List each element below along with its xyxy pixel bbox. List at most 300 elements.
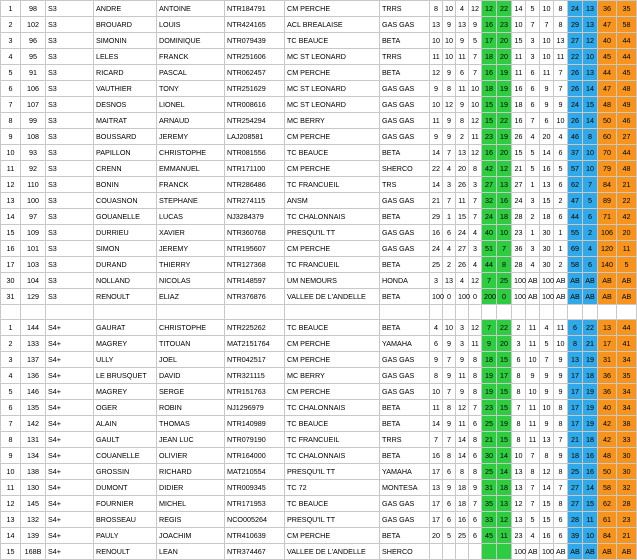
cell-bib: 98 xyxy=(21,1,46,17)
cell-rank: 5 xyxy=(1,384,21,400)
cell-lap3-points: 13 xyxy=(512,464,526,480)
cell-laps34-zeros: 6 xyxy=(583,209,598,225)
cell-lap2-points: 11 xyxy=(456,193,469,209)
cell-laps12-zeros xyxy=(497,544,512,560)
cell-laps12-total: 200 xyxy=(482,289,497,305)
cell-bib: 146 xyxy=(21,384,46,400)
cell-grand-zeros: AB xyxy=(617,289,637,305)
cell-lap4-zeros: 5 xyxy=(554,161,568,177)
cell-laps34-total: 24 xyxy=(568,97,583,113)
cell-lap1-points: 11 xyxy=(430,400,443,416)
cell-laps34-zeros xyxy=(583,305,598,320)
cell-laps34-zeros: 13 xyxy=(583,17,598,33)
cell-laps12-zeros: 18 xyxy=(497,209,512,225)
cell-laps12-total: 16 xyxy=(482,17,497,33)
cell-first-name: NICOLAS xyxy=(157,273,225,289)
cell-category: S4+ xyxy=(46,464,94,480)
cell-brand: GAS GAS xyxy=(380,384,430,400)
cell-first-name: LEAN xyxy=(157,544,225,560)
cell-club: ACL BREALAISE xyxy=(285,17,380,33)
cell-lap1-zeros: 9 xyxy=(443,336,456,352)
cell-brand: GAS GAS xyxy=(380,512,430,528)
cell-license: NTR171100 xyxy=(225,161,285,177)
cell-rank: 11 xyxy=(1,480,21,496)
cell-lap3-zeros: 3 xyxy=(526,193,540,209)
cell-category: S4+ xyxy=(46,496,94,512)
cell-license: NTR008616 xyxy=(225,97,285,113)
cell-lap2-zeros: 6 xyxy=(469,416,482,432)
cell-lap4-points: 8 xyxy=(540,448,554,464)
cell-category: S3 xyxy=(46,161,94,177)
cell-lap1-points: 12 xyxy=(430,65,443,81)
cell-first-name: ANTOINE xyxy=(157,1,225,17)
cell-license: NTR127368 xyxy=(225,257,285,273)
cell-lap4-points: 15 xyxy=(540,193,554,209)
cell-laps34-zeros: 16 xyxy=(583,464,598,480)
cell-lap2-zeros: 7 xyxy=(469,193,482,209)
cell-lap1-zeros: 9 xyxy=(443,416,456,432)
cell-lap3-points: 23 xyxy=(512,225,526,241)
table-row xyxy=(1,273,637,289)
cell-lap4-points: 30 xyxy=(540,241,554,257)
cell-laps12-zeros: 20 xyxy=(497,33,512,49)
cell-laps34-total: 62 xyxy=(568,177,583,193)
cell-laps34-zeros: 14 xyxy=(583,81,598,97)
cell-category: S3 xyxy=(46,113,94,129)
cell-laps12-zeros: 19 xyxy=(497,416,512,432)
cell-lap2-zeros: 7 xyxy=(469,209,482,225)
cell-last-name: GOUANELLE xyxy=(94,209,157,225)
cell-laps34-total: 24 xyxy=(568,1,583,17)
cell-grand-zeros: AB xyxy=(617,273,637,289)
cell-laps34-zeros: 22 xyxy=(583,320,598,336)
cell-grand-zeros: 42 xyxy=(617,209,637,225)
cell-laps12-total: 19 xyxy=(482,384,497,400)
cell-last-name: RICARD xyxy=(94,65,157,81)
cell-lap4-points: 10 xyxy=(540,1,554,17)
cell-lap4-zeros: 9 xyxy=(554,448,568,464)
cell-rank: 8 xyxy=(1,432,21,448)
cell-last-name: NOLLAND xyxy=(94,273,157,289)
cell-rank: 7 xyxy=(1,416,21,432)
cell-bib: 145 xyxy=(21,496,46,512)
cell-lap3-points xyxy=(512,305,526,320)
cell-brand: GAS GAS xyxy=(380,496,430,512)
cell-lap2-points: 24 xyxy=(456,225,469,241)
cell-last-name: OGER xyxy=(94,400,157,416)
cell-lap2-zeros: 9 xyxy=(469,480,482,496)
table-row xyxy=(1,320,637,336)
cell-bib: 137 xyxy=(21,352,46,368)
cell-category: S3 xyxy=(46,33,94,49)
cell-lap3-zeros: 5 xyxy=(526,161,540,177)
cell-laps12-total: 51 xyxy=(482,241,497,257)
cell-club: TC BEAUCE xyxy=(285,33,380,49)
cell-grand-total: 47 xyxy=(598,81,617,97)
cell-brand: HONDA xyxy=(380,273,430,289)
cell-lap2-points: 14 xyxy=(456,432,469,448)
cell-laps12-zeros xyxy=(497,305,512,320)
cell-lap4-zeros: 13 xyxy=(554,33,568,49)
cell-first-name: DAVID xyxy=(157,368,225,384)
cell-last-name: ANDRE xyxy=(94,1,157,17)
table-row xyxy=(1,368,637,384)
cell-last-name: DESNOS xyxy=(94,97,157,113)
cell-club: MC BERRY xyxy=(285,113,380,129)
cell-lap1-points: 17 xyxy=(430,512,443,528)
cell-grand-total: 71 xyxy=(598,209,617,225)
cell-license: NTR225262 xyxy=(225,320,285,336)
cell-lap1-points: 3 xyxy=(430,273,443,289)
cell-last-name: RENOULT xyxy=(94,289,157,305)
cell-club: CM PERCHE xyxy=(285,352,380,368)
cell-lap3-zeros: 7 xyxy=(526,113,540,129)
cell-lap3-points: 23 xyxy=(512,528,526,544)
cell-grand-total: AB xyxy=(598,273,617,289)
cell-laps12-total: 23 xyxy=(482,129,497,145)
cell-rank: 3 xyxy=(1,33,21,49)
cell-lap4-points xyxy=(540,305,554,320)
cell-lap2-points: 26 xyxy=(456,177,469,193)
cell-license: NTR081556 xyxy=(225,145,285,161)
cell-laps12-total: 18 xyxy=(482,81,497,97)
cell-grand-total: 140 xyxy=(598,257,617,273)
cell-lap1-points: 10 xyxy=(430,384,443,400)
cell-club: CM PERCHE xyxy=(285,129,380,145)
cell-lap4-points: 13 xyxy=(540,432,554,448)
cell-laps12-total: 24 xyxy=(482,209,497,225)
cell-club: MC ST LEONARD xyxy=(285,81,380,97)
cell-laps12-zeros: 11 xyxy=(497,528,512,544)
cell-lap1-points: 17 xyxy=(430,464,443,480)
cell-laps34-total: 58 xyxy=(568,257,583,273)
table-row xyxy=(1,512,637,528)
cell-lap2-zeros: 6 xyxy=(469,448,482,464)
cell-lap2-points: 14 xyxy=(456,448,469,464)
table-row xyxy=(1,241,637,257)
cell-laps34-zeros: 8 xyxy=(583,129,598,145)
cell-lap2-zeros: 11 xyxy=(469,129,482,145)
cell-lap4-zeros xyxy=(554,305,568,320)
cell-lap2-points: 15 xyxy=(456,209,469,225)
cell-category: S4+ xyxy=(46,400,94,416)
cell-first-name: ARNAUD xyxy=(157,113,225,129)
cell-grand-zeros: 44 xyxy=(617,33,637,49)
table-row xyxy=(1,305,637,320)
cell-lap3-zeros: 3 xyxy=(526,33,540,49)
cell-lap3-points: 24 xyxy=(512,193,526,209)
cell-license: NTR079439 xyxy=(225,33,285,49)
cell-lap3-points: 15 xyxy=(512,33,526,49)
cell-lap2-points: 4 xyxy=(456,1,469,17)
cell-lap2-zeros: 5 xyxy=(469,33,482,49)
table-row xyxy=(1,193,637,209)
table-row xyxy=(1,480,637,496)
cell-grand-total: 40 xyxy=(598,400,617,416)
cell-grand-zeros: 27 xyxy=(617,129,637,145)
cell-last-name: DURAND xyxy=(94,257,157,273)
cell-lap2-zeros: 0 xyxy=(469,289,482,305)
cell-lap2-zeros: 4 xyxy=(469,257,482,273)
cell-rank xyxy=(1,305,21,320)
cell-club: MC BERRY xyxy=(285,368,380,384)
cell-laps34-zeros: 12 xyxy=(583,33,598,49)
cell-last-name: PAULY xyxy=(94,528,157,544)
cell-license: NJ3284379 xyxy=(225,209,285,225)
table-row xyxy=(1,528,637,544)
cell-category: S4+ xyxy=(46,416,94,432)
cell-laps12-total: 17 xyxy=(482,33,497,49)
cell-laps12-zeros: 15 xyxy=(497,384,512,400)
cell-lap1-zeros: 12 xyxy=(443,97,456,113)
cell-lap2-zeros: 8 xyxy=(469,432,482,448)
cell-laps12-zeros: 20 xyxy=(497,49,512,65)
cell-last-name: MAITRAT xyxy=(94,113,157,129)
cell-laps34-total: 69 xyxy=(568,241,583,257)
cell-category: S3 xyxy=(46,241,94,257)
cell-lap4-points: 15 xyxy=(540,496,554,512)
cell-grand-zeros: 5 xyxy=(617,257,637,273)
cell-lap1-points xyxy=(430,305,443,320)
cell-last-name: SIMONIN xyxy=(94,33,157,49)
cell-first-name: STEPHANE xyxy=(157,193,225,209)
cell-first-name: TITOUAN xyxy=(157,336,225,352)
cell-lap1-zeros: 9 xyxy=(443,368,456,384)
table-row xyxy=(1,129,637,145)
cell-lap3-points: 11 xyxy=(512,65,526,81)
cell-lap4-zeros: 8 xyxy=(554,1,568,17)
cell-category: S4+ xyxy=(46,320,94,336)
cell-first-name: PASCAL xyxy=(157,65,225,81)
cell-lap3-zeros: 10 xyxy=(526,384,540,400)
cell-laps34-total: 27 xyxy=(568,480,583,496)
cell-laps12-zeros: 19 xyxy=(497,129,512,145)
cell-grand-total: 36 xyxy=(598,384,617,400)
cell-license: NTR376876 xyxy=(225,289,285,305)
cell-lap2-zeros: 8 xyxy=(469,352,482,368)
cell-laps12-zeros: 14 xyxy=(497,448,512,464)
cell-lap4-points: 5 xyxy=(540,336,554,352)
cell-lap2-points: 26 xyxy=(456,257,469,273)
cell-lap3-zeros: 10 xyxy=(526,352,540,368)
cell-brand: BETA xyxy=(380,33,430,49)
cell-license: NTR410639 xyxy=(225,528,285,544)
cell-license: NTR286486 xyxy=(225,177,285,193)
cell-lap4-zeros: AB xyxy=(554,273,568,289)
cell-lap1-zeros: 4 xyxy=(443,241,456,257)
cell-laps12-total xyxy=(482,544,497,560)
cell-laps12-zeros: 15 xyxy=(497,400,512,416)
cell-lap2-points: 9 xyxy=(456,33,469,49)
cell-lap2-points: 18 xyxy=(456,480,469,496)
cell-license: NTR148597 xyxy=(225,273,285,289)
cell-lap2-points: 8 xyxy=(456,113,469,129)
cell-laps34-zeros: 15 xyxy=(583,97,598,113)
cell-laps34-zeros: 16 xyxy=(583,448,598,464)
cell-rank: 8 xyxy=(1,113,21,129)
cell-lap3-points: 10 xyxy=(512,17,526,33)
cell-lap1-points: 11 xyxy=(430,49,443,65)
cell-club: CM PERCHE xyxy=(285,161,380,177)
cell-lap3-zeros: AB xyxy=(526,289,540,305)
cell-grand-zeros: 30 xyxy=(617,448,637,464)
cell-lap1-points xyxy=(430,544,443,560)
cell-lap2-zeros: 10 xyxy=(469,97,482,113)
cell-lap1-points: 24 xyxy=(430,241,443,257)
cell-brand: TRRS xyxy=(380,1,430,17)
cell-laps12-zeros: 18 xyxy=(497,480,512,496)
cell-laps12-total: 44 xyxy=(482,257,497,273)
cell-grand-total: 31 xyxy=(598,352,617,368)
cell-license: NTR140989 xyxy=(225,416,285,432)
cell-grand-total: 48 xyxy=(598,97,617,113)
cell-license: LAJ208581 xyxy=(225,129,285,145)
cell-rank: 3 xyxy=(1,352,21,368)
cell-grand-zeros: 11 xyxy=(617,241,637,257)
cell-rank: 4 xyxy=(1,49,21,65)
cell-grand-total: 47 xyxy=(598,17,617,33)
cell-lap1-zeros: 10 xyxy=(443,1,456,17)
cell-club: TC BEAUCE xyxy=(285,416,380,432)
cell-brand: GAS GAS xyxy=(380,352,430,368)
cell-lap4-zeros: 6 xyxy=(554,528,568,544)
cell-lap4-points: 10 xyxy=(540,400,554,416)
cell-lap4-points: 11 xyxy=(540,65,554,81)
cell-rank: 5 xyxy=(1,65,21,81)
cell-laps34-total: AB xyxy=(568,544,583,560)
cell-license: NTR254294 xyxy=(225,113,285,129)
cell-brand: GAS GAS xyxy=(380,81,430,97)
cell-grand-total: 89 xyxy=(598,193,617,209)
cell-first-name: JOACHIM xyxy=(157,528,225,544)
cell-laps34-total: 37 xyxy=(568,145,583,161)
cell-bib: 97 xyxy=(21,209,46,225)
cell-lap1-zeros: 8 xyxy=(443,400,456,416)
cell-laps12-total: 15 xyxy=(482,113,497,129)
cell-last-name: COUANELLE xyxy=(94,448,157,464)
cell-laps12-zeros: 12 xyxy=(497,512,512,528)
cell-club: TC BEAUCE xyxy=(285,320,380,336)
cell-laps12-total: 32 xyxy=(482,193,497,209)
cell-laps34-zeros: 4 xyxy=(583,241,598,257)
cell-lap4-zeros: 8 xyxy=(554,416,568,432)
cell-category: S3 xyxy=(46,81,94,97)
cell-lap1-points: 10 xyxy=(430,97,443,113)
cell-brand: SHERCO xyxy=(380,544,430,560)
cell-lap2-zeros: 3 xyxy=(469,177,482,193)
cell-club: TC CHALONNAIS xyxy=(285,448,380,464)
cell-category: S4+ xyxy=(46,448,94,464)
cell-lap1-zeros: 6 xyxy=(443,225,456,241)
cell-laps12-total: 25 xyxy=(482,416,497,432)
cell-grand-total: 120 xyxy=(598,241,617,257)
cell-lap3-points: 3 xyxy=(512,336,526,352)
cell-grand-zeros: 33 xyxy=(617,432,637,448)
cell-lap4-points: 12 xyxy=(540,464,554,480)
cell-lap2-points: 3 xyxy=(456,336,469,352)
cell-first-name: TONY xyxy=(157,81,225,97)
cell-lap3-zeros: 4 xyxy=(526,528,540,544)
cell-bib: 138 xyxy=(21,464,46,480)
cell-lap2-zeros: 7 xyxy=(469,496,482,512)
cell-rank: 6 xyxy=(1,400,21,416)
cell-lap4-zeros: 7 xyxy=(554,65,568,81)
cell-laps12-total: 25 xyxy=(482,464,497,480)
cell-brand: GAS GAS xyxy=(380,17,430,33)
cell-laps34-zeros: 19 xyxy=(583,416,598,432)
cell-lap1-zeros xyxy=(443,544,456,560)
table-row xyxy=(1,1,637,17)
table-row xyxy=(1,336,637,352)
cell-laps34-total: 6 xyxy=(568,320,583,336)
cell-brand: YAMAHA xyxy=(380,464,430,480)
cell-lap3-zeros: 6 xyxy=(526,65,540,81)
cell-grand-total: 36 xyxy=(598,1,617,17)
cell-grand-total: 84 xyxy=(598,528,617,544)
cell-brand xyxy=(380,305,430,320)
cell-first-name: FRANCK xyxy=(157,49,225,65)
cell-club: TC BEAUCE xyxy=(285,496,380,512)
cell-lap3-zeros: 7 xyxy=(526,448,540,464)
cell-club: TC FRANCUEIL xyxy=(285,257,380,273)
cell-lap2-zeros: 11 xyxy=(469,336,482,352)
cell-bib: 132 xyxy=(21,512,46,528)
table-row xyxy=(1,145,637,161)
cell-laps34-zeros: 10 xyxy=(583,145,598,161)
cell-last-name: MAGREY xyxy=(94,336,157,352)
cell-laps34-zeros: 13 xyxy=(583,65,598,81)
cell-lap2-zeros: 9 xyxy=(469,17,482,33)
cell-lap1-zeros: 8 xyxy=(443,81,456,97)
cell-rank: 30 xyxy=(1,273,21,289)
cell-laps34-total: 17 xyxy=(568,400,583,416)
cell-grand-zeros: 34 xyxy=(617,352,637,368)
cell-lap2-points: 11 xyxy=(456,81,469,97)
cell-first-name: DIDIER xyxy=(157,480,225,496)
cell-category: S4+ xyxy=(46,368,94,384)
cell-lap3-points: 8 xyxy=(512,416,526,432)
cell-lap1-zeros: 7 xyxy=(443,384,456,400)
table-row xyxy=(1,352,637,368)
cell-grand-total: 60 xyxy=(598,129,617,145)
cell-last-name xyxy=(94,305,157,320)
table-row xyxy=(1,496,637,512)
cell-last-name: MAGREY xyxy=(94,384,157,400)
cell-lap4-zeros: AB xyxy=(554,544,568,560)
cell-lap2-points: 27 xyxy=(456,241,469,257)
cell-last-name: RENOULT xyxy=(94,544,157,560)
cell-club: TC BEAUCE xyxy=(285,145,380,161)
cell-grand-zeros: 34 xyxy=(617,384,637,400)
cell-lap1-zeros: 0 xyxy=(443,289,456,305)
cell-first-name: CHRISTOPHE xyxy=(157,145,225,161)
cell-lap3-zeros: 5 xyxy=(526,1,540,17)
cell-license: NTR274115 xyxy=(225,193,285,209)
cell-last-name: VAUTHIER xyxy=(94,81,157,97)
cell-brand: BETA xyxy=(380,145,430,161)
cell-lap1-points: 22 xyxy=(430,161,443,177)
cell-lap3-zeros: 4 xyxy=(526,257,540,273)
cell-lap3-points: 7 xyxy=(512,400,526,416)
cell-laps12-zeros: 15 xyxy=(497,352,512,368)
cell-laps12-zeros: 12 xyxy=(497,161,512,177)
cell-lap3-zeros xyxy=(526,305,540,320)
table-row xyxy=(1,448,637,464)
cell-bib: 131 xyxy=(21,432,46,448)
cell-lap4-zeros: 11 xyxy=(554,49,568,65)
cell-laps12-total: 45 xyxy=(482,528,497,544)
cell-lap2-zeros xyxy=(469,305,482,320)
